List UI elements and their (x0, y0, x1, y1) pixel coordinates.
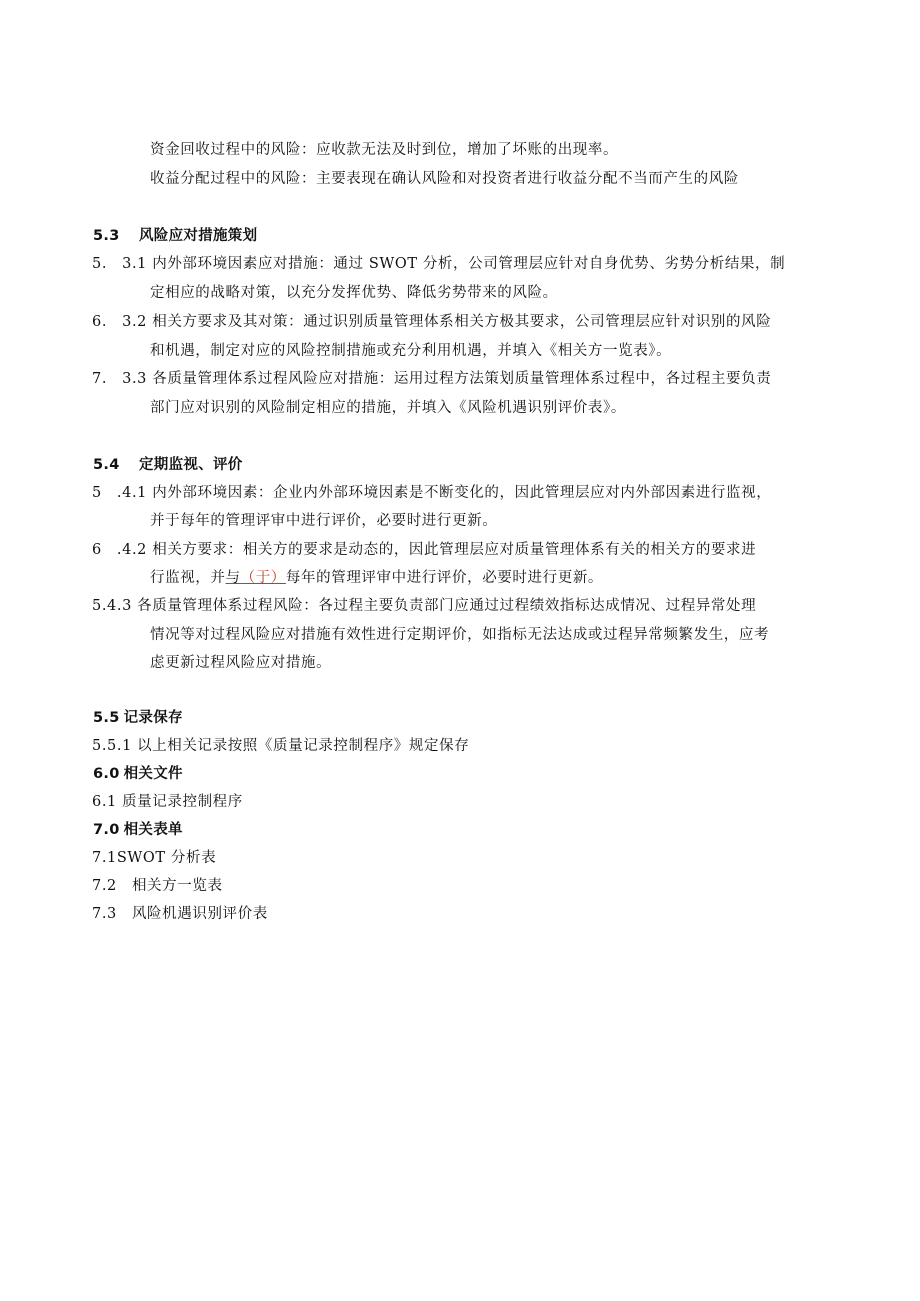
section-5-3-heading (93, 226, 257, 246)
text-after-insert: 每年的管理评审中进行评价，必要时进行更新。 (285, 570, 604, 586)
section-7-0-heading (93, 820, 183, 840)
section-number: 7.0 (93, 822, 120, 838)
section-title: 风险应对措施策划 (139, 228, 258, 244)
section-title: 相关表单 (123, 822, 183, 838)
section-5-4-heading (93, 455, 243, 475)
item-text: 相关方要求：相关方的要求是动态的，因此管理层应对质量管理体系有关的相关方的要求进 (152, 542, 757, 558)
item-5-4-3-line2: 情况等对过程风险应对措施有效性进行定期评价，如指标无法达成或过程异常频繁发生，应考 (150, 627, 770, 643)
section-6-0-heading (93, 764, 183, 784)
item-prefix: 7. 3.3 (92, 371, 147, 387)
item-5-3-3-line1 (92, 369, 771, 389)
section-title: 定期监视、评价 (139, 457, 243, 473)
item-7-3: 7.3 风险机遇识别评价表 (92, 906, 268, 922)
item-5-3-3-line2: 部门应对识别的风险制定相应的措施，并填入《风险机遇识别评价表》。 (150, 400, 626, 416)
item-7-1: 7.1SWOT 分析表 (92, 850, 217, 866)
item-5-4-2-line2 (150, 568, 603, 588)
item-text: 相关方要求及其对策：通过识别质量管理体系相关方极其要求，公司管理层应针对识别的风险 (152, 314, 772, 330)
item-text: 内外部环境因素：企业内外部环境因素是不断变化的，因此管理层应对内外部因素进行监视， (152, 485, 772, 501)
item-prefix: 5. 3.1 (92, 256, 147, 272)
item-text: 各质量管理体系过程风险：各过程主要负责部门应通过过程绩效指标达成情况、过程异常处理 (137, 598, 757, 614)
section-title: 记录保存 (123, 710, 183, 726)
item-prefix: 6. 3.2 (92, 314, 147, 330)
section-number: 5.3 (93, 228, 120, 244)
item-prefix: 6 .4.2 (92, 542, 147, 558)
item-5-4-1-line1 (92, 483, 771, 503)
item-7-2: 7.2 相关方一览表 (92, 878, 223, 894)
item-5-3-1-line2: 定相应的战略对策，以充分发挥优势、降低劣势带来的风险。 (150, 285, 558, 301)
section-number: 5.4 (93, 457, 120, 473)
item-text: 各质量管理体系过程风险应对措施：运用过程方法策划质量管理体系过程中，各过程主要负责 (152, 371, 772, 387)
section-5-5-heading (93, 708, 183, 728)
item-5-3-2-line2: 和机遇，制定对应的风险控制措施或充分利用机遇，并填入《相关方一览表》。 (150, 343, 672, 359)
item-6-1: 6.1 质量记录控制程序 (92, 794, 243, 810)
section-number: 5.5 (93, 710, 120, 726)
inserted-text: 与 (225, 570, 241, 586)
item-5-4-3-line3: 虑更新过程风险应对措施。 (150, 655, 332, 671)
text-before-insert: 行监视，并 (150, 570, 226, 586)
item-5-4-3-line1 (92, 596, 756, 616)
risk-collection-line: 资金回收过程中的风险：应收款无法及时到位，增加了坏账的出现率。 (150, 142, 619, 158)
item-5-3-2-line1 (92, 312, 771, 332)
item-text: 内外部环境因素应对措施：通过 SWOT 分析，公司管理层应针对自身优势、劣势分析结果，制 (152, 256, 786, 272)
item-5-5-1: 5.5.1 以上相关记录按照《质量记录控制程序》规定保存 (92, 738, 470, 754)
item-prefix: 5.4.3 (92, 598, 132, 614)
item-5-4-1-line2: 并于每年的管理评审中进行评价，必要时进行更新。 (150, 513, 498, 529)
risk-distribution-line: 收益分配过程中的风险：主要表现在确认风险和对投资者进行收益分配不当而产生的风险 (150, 171, 739, 187)
revision-mark: （于） (240, 570, 286, 586)
section-title: 相关文件 (123, 766, 183, 782)
section-number: 6.0 (93, 766, 120, 782)
item-prefix: 5 .4.1 (92, 485, 147, 501)
item-5-4-2-line1 (92, 540, 756, 560)
item-5-3-1-line1 (92, 254, 785, 274)
